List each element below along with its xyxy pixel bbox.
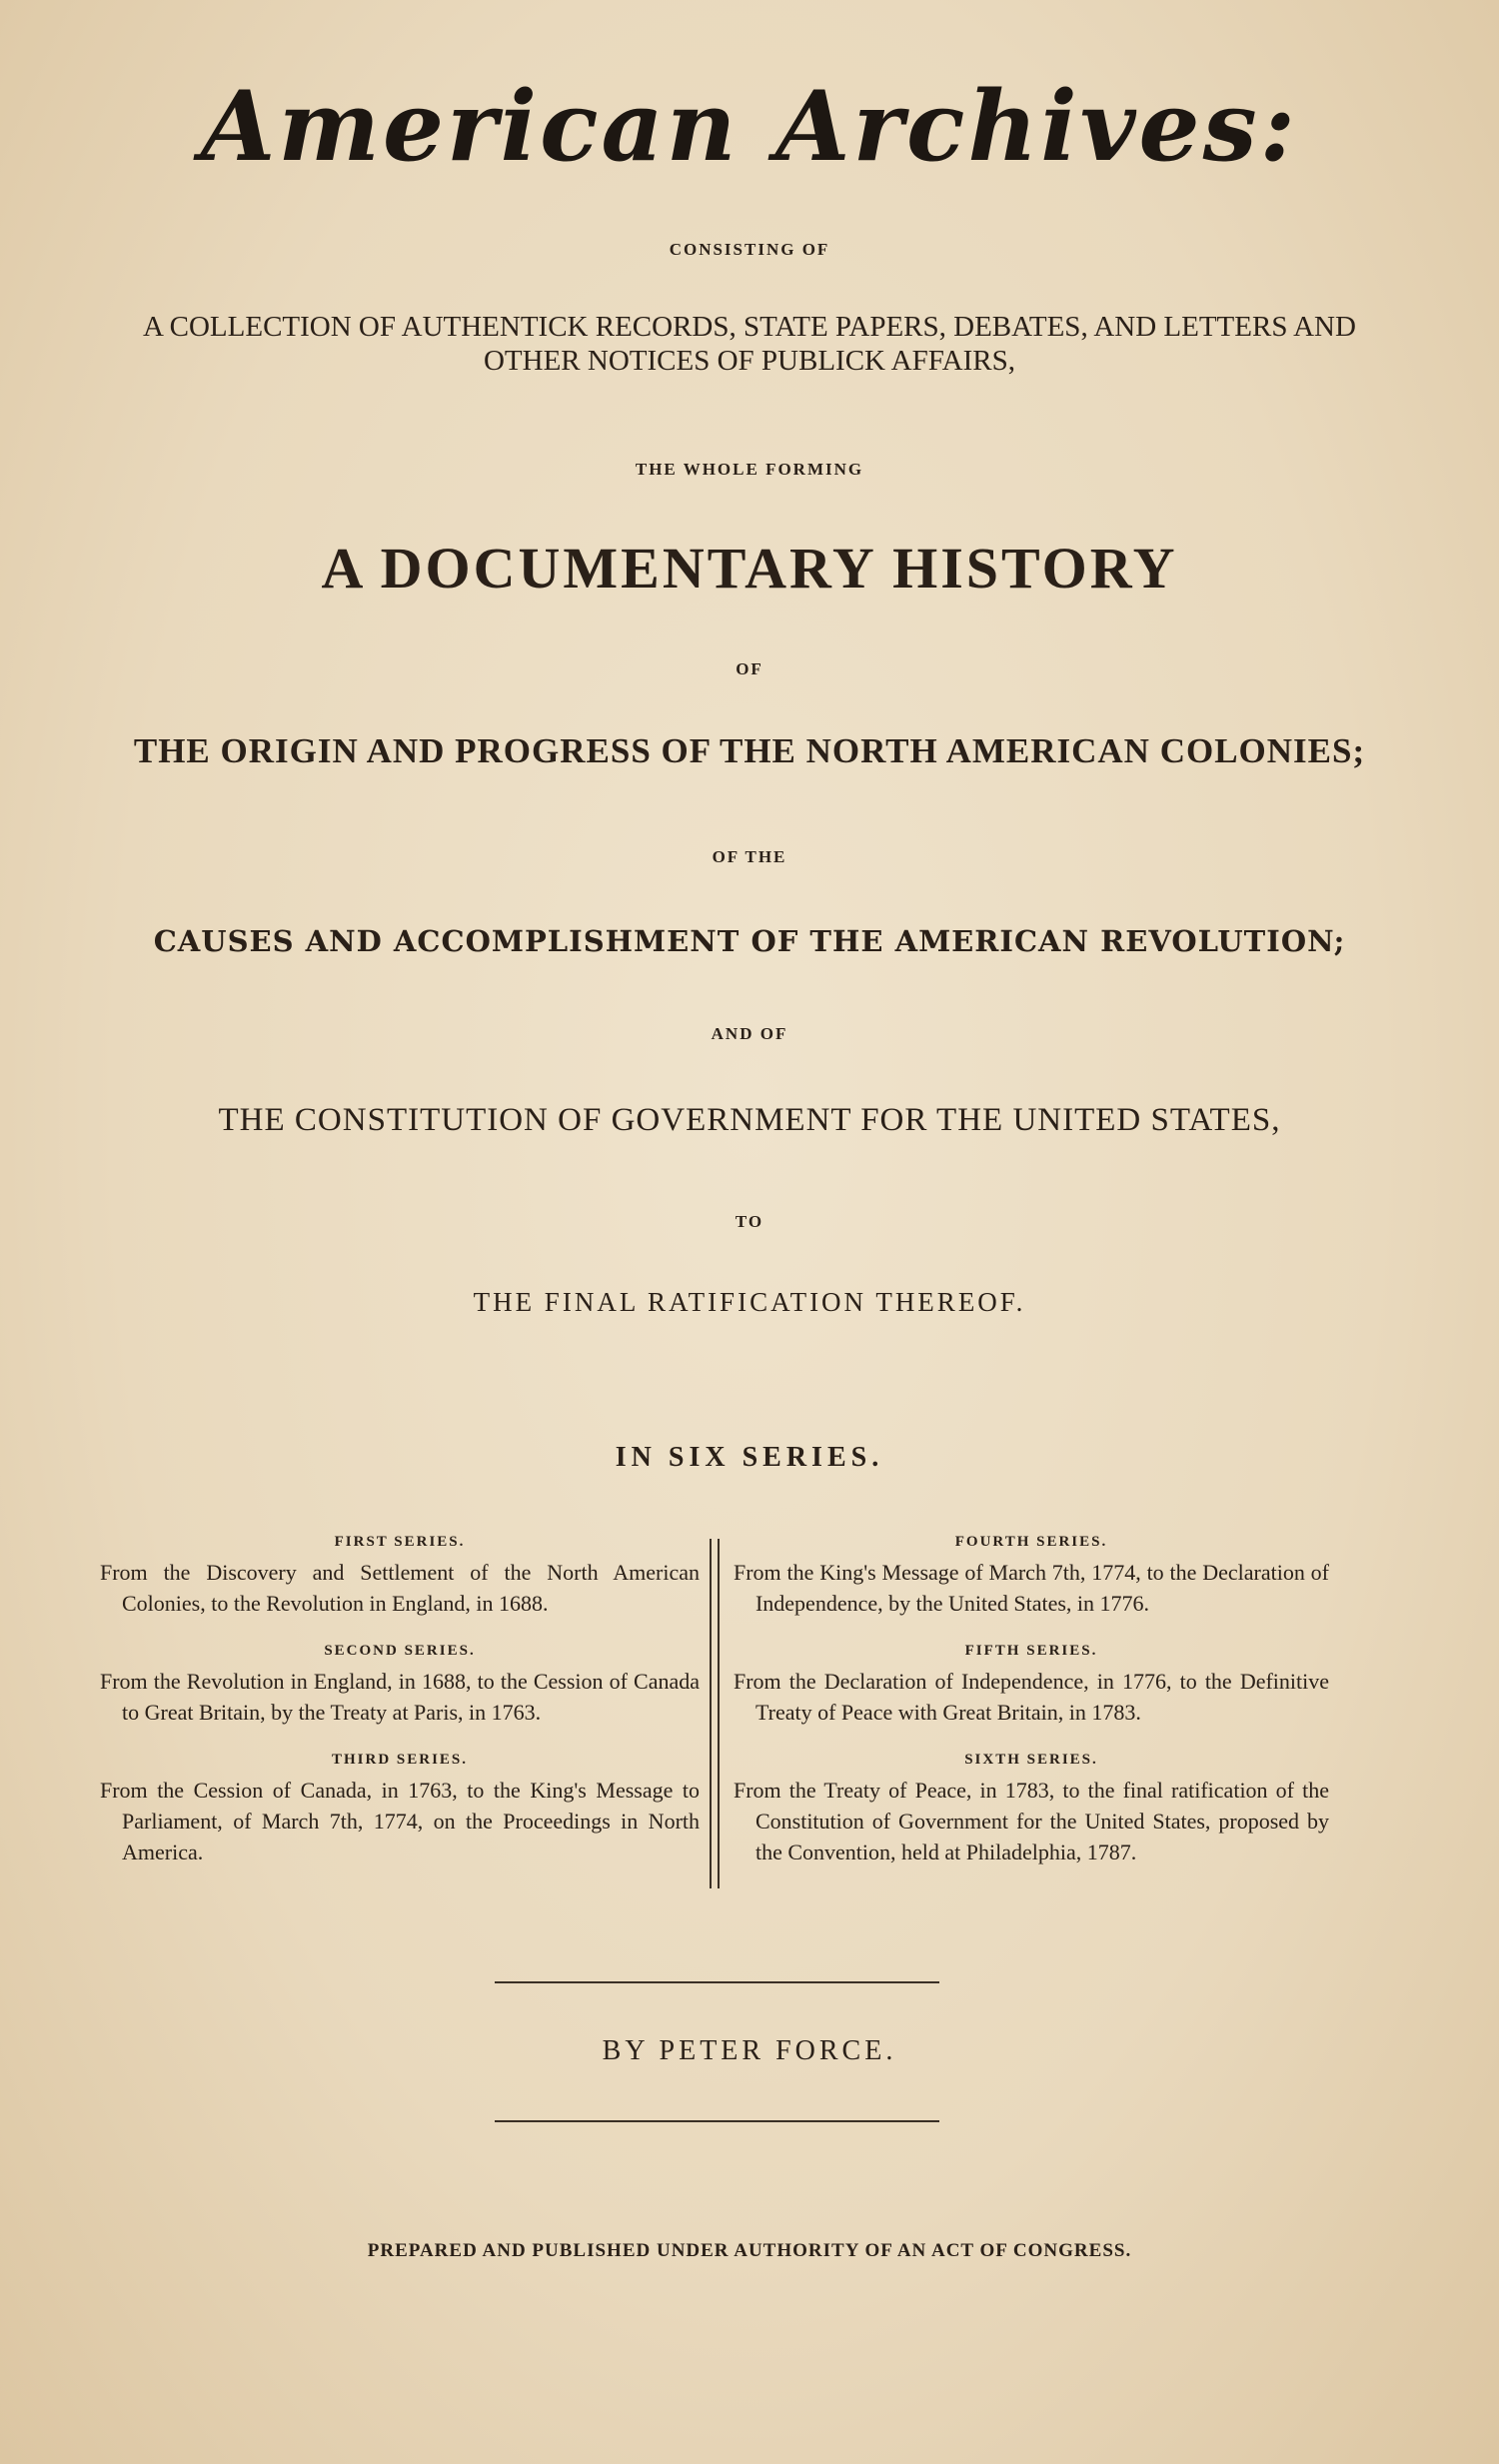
of-the-label: OF THE	[712, 847, 787, 866]
of-label: OF	[736, 659, 763, 678]
author-byline: BY PETER FORCE.	[602, 2035, 897, 2066]
series-item	[100, 1534, 700, 1619]
constitution-heading: THE CONSTITUTION OF GOVERNMENT FOR THE UNITED STATES,	[218, 1102, 1281, 1138]
series-column-right	[720, 1534, 1329, 1891]
column-divider	[710, 1539, 720, 1888]
publication-note: PREPARED AND PUBLISHED UNDER AUTHORITY OF AN ACT OF CONGRESS.	[367, 2240, 1132, 2261]
series-description: From the Discovery and Settlement of the North American Colonies, to the Revolution in England, in 1688.	[100, 1560, 701, 1616]
series-item	[734, 1752, 1329, 1867]
series-description: From the Cession of Canada, in 1763, to the King's Message to Parliament, of March 7th, 1774, on the Proceedings in North America.	[100, 1778, 701, 1864]
series-item	[734, 1534, 1329, 1619]
series-description: From the King's Message of March 7th, 1774, to the Declaration of Independence, by the United States, in 1776.	[733, 1560, 1330, 1616]
series-heading: THIRD SERIES.	[331, 1752, 469, 1768]
series-item	[734, 1643, 1329, 1728]
causes-heading: CAUSES AND ACCOMPLISHMENT OF THE AMERICAN REVOLUTION;	[153, 924, 1346, 958]
collection-description: A COLLECTION OF AUTHENTICK RECORDS, STATE PAPERS, DEBATES, AND LETTERS AND OTHER NOTICES OF PUBLICK AFFAIRS,	[143, 311, 1356, 377]
series-item	[100, 1643, 700, 1728]
series-description: From the Declaration of Independence, in 1776, to the Definitive Treaty of Peace with Great Britain, in 1783.	[733, 1669, 1330, 1725]
series-heading: SECOND SERIES.	[324, 1643, 476, 1659]
whole-forming-label: THE WHOLE FORMING	[635, 460, 864, 479]
six-series-heading: IN SIX SERIES.	[615, 1442, 884, 1473]
to-label: TO	[735, 1212, 764, 1231]
series-list	[100, 1534, 1329, 1891]
series-item	[100, 1752, 700, 1867]
series-heading: FIFTH SERIES.	[964, 1643, 1098, 1659]
ratification-heading: THE FINAL RATIFICATION THEREOF.	[473, 1287, 1026, 1317]
series-column-left	[100, 1534, 710, 1891]
series-heading: FOURTH SERIES.	[954, 1534, 1108, 1550]
series-description: From the Revolution in England, in 1688, to the Cession of Canada to Great Britain, by the Treaty at Paris, in 1763.	[100, 1669, 701, 1725]
page-title: American Archives:	[200, 70, 1299, 183]
series-heading: FIRST SERIES.	[334, 1534, 466, 1550]
origin-heading: THE ORIGIN AND PROGRESS OF THE NORTH AMERICAN COLONIES;	[133, 731, 1366, 770]
series-heading: SIXTH SERIES.	[964, 1752, 1098, 1768]
and-of-label: AND OF	[711, 1024, 788, 1043]
series-description: From the Treaty of Peace, in 1783, to the final ratification of the Constitution of Government for the United States, proposed by the Convention, held at Philadelphia, 1787.	[733, 1778, 1330, 1864]
divider-rule-bottom	[495, 2120, 939, 2122]
documentary-history-heading: A DOCUMENTARY HISTORY	[321, 536, 1178, 601]
divider-rule-top	[495, 1981, 939, 1983]
consisting-of-label: CONSISTING OF	[669, 240, 830, 259]
